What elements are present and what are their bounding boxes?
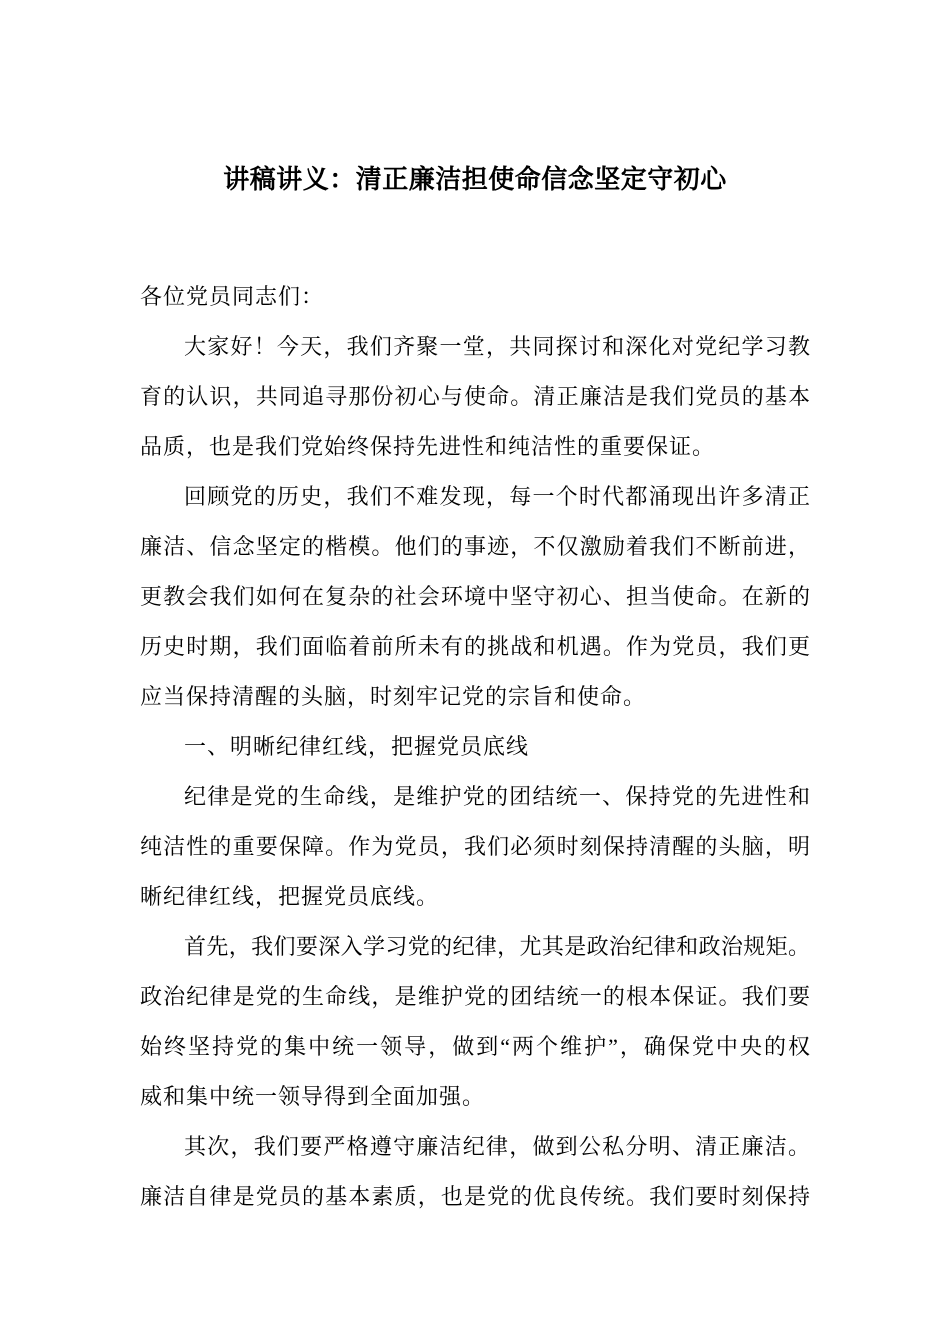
text-line: 一、明晰纪律红线，把握党员底线 [184,734,530,759]
text-line: 更教会我们如何在复杂的社会环境中坚守初心、担当使命。在新的 [140,584,810,609]
text-line: 纪律是党的生命线，是维护党的团结统一、保持党的先进性和 [184,784,810,809]
text-line: 回顾党的历史，我们不难发现，每一个时代都涌现出许多清正 [184,484,810,509]
text-line: 各位党员同志们： [140,284,325,309]
text-line: 威和集中统一领导得到全面加强。 [140,1084,486,1109]
text-line: 大家好！今天，我们齐聚一堂，共同探讨和深化对党纪学习教 [184,334,810,359]
text-line: 其次，我们要严格遵守廉洁纪律，做到公私分明、清正廉洁。 [184,1134,810,1159]
text-line: 品质，也是我们党始终保持先进性和纯洁性的重要保证。 [140,434,716,459]
text-line: 首先，我们要深入学习党的纪律，尤其是政治纪律和政治规矩。 [184,934,810,959]
text-line: 育的认识，共同追寻那份初心与使命。清正廉洁是我们党员的基本 [140,384,810,409]
text-line: 廉洁自律是党员的基本素质，也是党的优良传统。我们要时刻保持 [140,1184,810,1209]
text-line: 廉洁、信念坚定的楷模。他们的事迹，不仅激励着我们不断前进， [140,534,810,559]
document-title: 讲稿讲义：清正廉洁担使命信念坚定守初心 [223,165,727,194]
text-line: 应当保持清醒的头脑，时刻牢记党的宗旨和使命。 [140,684,647,709]
document-body [140,272,810,1222]
text-line: 始终坚持党的集中统一领导，做到“两个维护”，确保党中央的权 [140,1034,810,1059]
text-line: 政治纪律是党的生命线，是维护党的团结统一的根本保证。我们要 [140,984,810,1009]
text-line: 晰纪律红线，把握党员底线。 [140,884,440,909]
text-line: 历史时期，我们面临着前所未有的挑战和机遇。作为党员，我们更 [140,634,810,659]
text-line: 纯洁性的重要保障。作为党员，我们必须时刻保持清醒的头脑，明 [140,834,810,859]
